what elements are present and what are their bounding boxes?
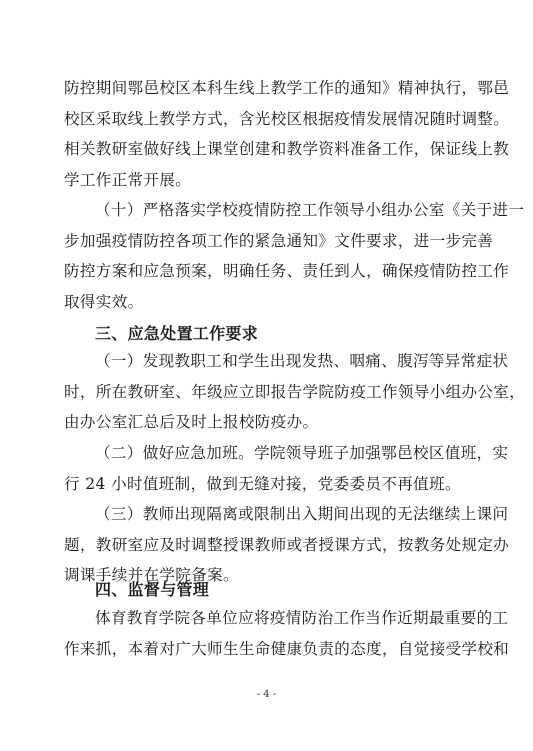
- text-line: 时，所在教研室、年级应立即报告学院防疫工作领导小组办公室，: [64, 382, 526, 401]
- paragraph-four: [64, 603, 510, 664]
- text-line: （十）严格落实学校疫情防控工作领导小组办公室《关于进一: [95, 201, 525, 219]
- text-line: （三）教师出现隔离或限制出入期间出现的无法继续上课问: [95, 505, 509, 523]
- paragraph-intro: [64, 73, 510, 195]
- paragraph-three-one: [64, 346, 526, 438]
- section-heading-three: 三、应急处置工作要求: [95, 324, 259, 343]
- text-line: 体育教育学院各单位应将疫情防治工作当作近期最重要的工: [95, 609, 509, 627]
- text-line: 题，教研室应及时调整授课教师或者授课方式，按教务处规定办: [64, 535, 510, 554]
- paragraph-item-ten: [64, 195, 525, 317]
- text-line: 相关教研室做好线上课堂创建和教学资料准备工作，保证线上教: [64, 140, 510, 158]
- text-line: 取得实效。: [64, 292, 144, 311]
- text-line: 调课手续并在学院备案。: [64, 566, 239, 584]
- text-line: 防控期间鄂邑校区本科生线上教学工作的通知》精神执行，鄂邑: [64, 79, 510, 97]
- text-line: 作来抓，本着对广大师生生命健康负责的态度，自觉接受学校和: [64, 639, 510, 658]
- text-line: （二）做好应急加班。学院领导班子加强鄂邑校区值班，实: [95, 444, 509, 462]
- text-line: 校区采取线上教学方式，含光校区根据疫情发展情况随时调整。: [64, 109, 510, 128]
- paragraph-three-two: [64, 438, 509, 499]
- text-line: （一）发现教职工和学生出现发热、咽痛、腹泻等异常症状: [95, 352, 509, 370]
- text-line: 学工作正常开展。: [64, 170, 192, 189]
- page-number: - 4 -: [256, 689, 277, 700]
- text-line: 防控方案和应急预案，明确任务、责任到人，确保疫情防控工作: [64, 262, 510, 280]
- section-heading-four: 四、监督与管理: [95, 580, 210, 599]
- text-line: 行 24 小时值班制，做到无缝对接，党委委员不再值班。: [64, 474, 461, 493]
- text-line: 由办公室汇总后及时上报校防疫办。: [64, 413, 319, 431]
- text-line: 步加强疫情防控各项工作的紧急通知》文件要求，进一步完善: [64, 231, 494, 250]
